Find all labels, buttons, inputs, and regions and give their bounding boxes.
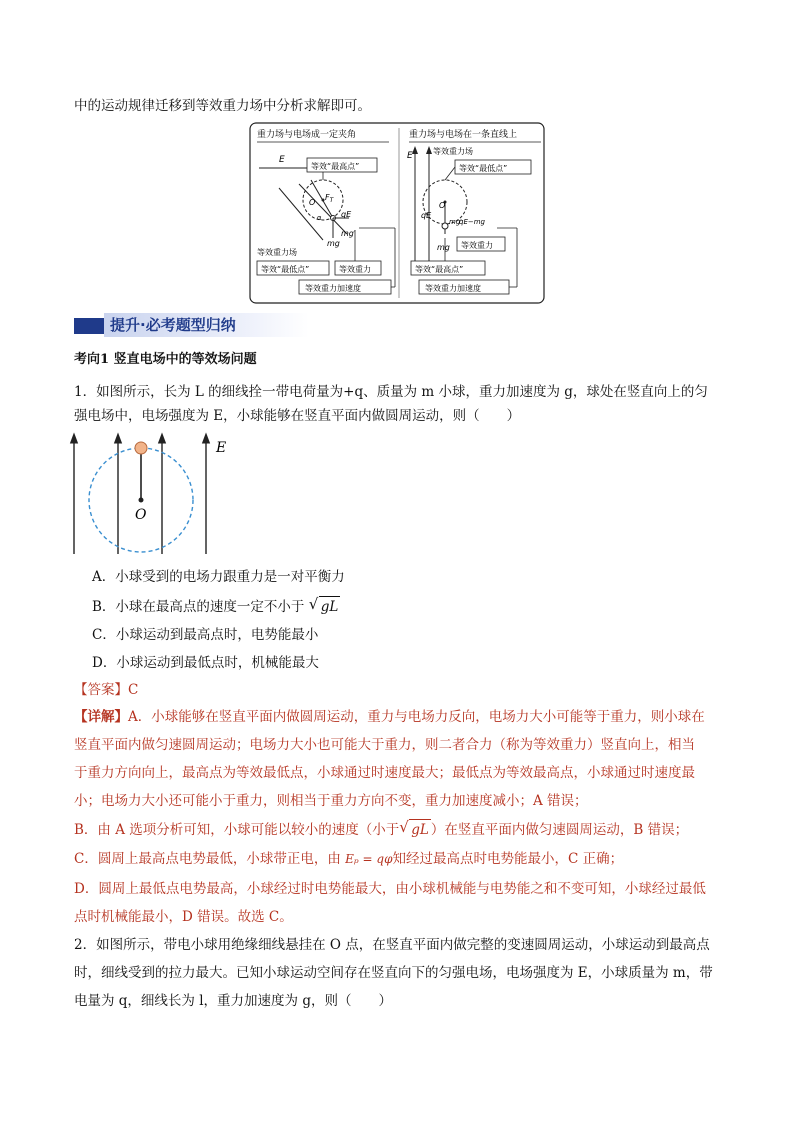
q1-option-b-radicand: gL	[319, 596, 341, 617]
q1-diagram-E: E	[216, 440, 227, 456]
detail-line5	[74, 819, 688, 840]
q1-line1: 1．如图所示，长为 L 的细线拴一带电荷量为+q、质量为 m 小球，重力加速度为 g，球处在竖直向上的匀	[74, 384, 708, 400]
fig-right-O: O	[439, 201, 446, 210]
fig-left-mg: mg	[327, 239, 340, 248]
q1-option-d: D．小球运动到最低点时，机械能最大	[92, 655, 319, 671]
detail-line8: 点时机械能最小，D 错误。故选 C。	[74, 909, 293, 925]
q2-line3: 电量为 q，细线长为 l，重力加速度为 g，则（ ）	[74, 993, 392, 1009]
q1-option-c: C．小球运动到最高点时，电势能最小	[92, 627, 319, 643]
q1-option-a: A．小球受到的电场力跟重力是一对平衡力	[92, 569, 345, 585]
sqrt-gL: √ gL	[308, 595, 339, 615]
answer: 【答案】C	[74, 682, 139, 698]
detail-l5-suffix: ）在竖直平面内做匀速圆周运动，B 错误；	[430, 822, 689, 838]
fig-right-bottom-box: 等效“最高点”	[415, 265, 464, 274]
fig-right-gravity-box: 等效重力	[461, 241, 493, 250]
detail-line4: 小；电场力大小还可能小于重力，则相当于重力方向不变，重力加速度减小；A 错误；	[74, 793, 588, 809]
fig-left-mgprime: mg′	[341, 229, 356, 238]
fig-left-top-box: 等效“最高点”	[311, 162, 360, 171]
detail-line3: 于重力方向向上，最高点为等效最低点，小球通过时速度最大；最低点为等效最高点，小球通过时速度最	[74, 765, 695, 781]
detail-label: 【详解】	[74, 709, 128, 725]
q2-line2: 时，细线受到的拉力最大。已知小球运动空间存在竖直向下的匀强电场，电场强度为 E，小球质量为 m，带	[74, 965, 713, 981]
detail-l1: A．小球能够在竖直平面内做圆周运动，重力与电场力反向，电场力大小可能等于重力，则小球在	[128, 709, 705, 725]
detail-line2: 竖直平面内做匀速圆周运动；电场力大小也可能大于重力，则二者合力（称为等效重力）竖直向上，相当	[74, 737, 695, 753]
fig-alpha: α	[317, 214, 322, 222]
q1-option-b-text: B．小球在最高点的速度一定不小于	[92, 599, 305, 615]
fig-right-mg: mg	[437, 243, 450, 252]
q1-line2: 强电场中，电场强度为 E，小球能够在竖直平面内做圆周运动，则（ ）	[74, 408, 521, 424]
fig-left-accel-box: 等效重力加速度	[305, 284, 361, 293]
detail-l6-suffix: 知经过最高点时电势能最小，C 正确；	[392, 851, 624, 867]
intro-text: 中的运动规律迁移到等效重力场中分析求解即可。	[74, 98, 371, 114]
fig-right-title: 重力场与电场在一条直线上	[409, 130, 518, 140]
fig-left-gravity-box: 等效重力	[339, 265, 371, 274]
detail-l5-radicand: gL	[409, 819, 431, 840]
sqrt-gL-detail: √ gL	[399, 818, 429, 838]
q1-diagram-O: O	[135, 507, 147, 523]
detail-line6	[74, 849, 623, 869]
fig-left-qE: qE	[341, 210, 352, 219]
equivalent-gravity-figure	[249, 122, 545, 304]
fig-right-qE: qE	[421, 211, 432, 220]
fig-right-accel-box: 等效重力加速度	[425, 284, 481, 293]
detail-l6-prefix: C．圆周上最高点电势最低，小球带正电，由	[74, 851, 341, 867]
detail-l6-formula: Eₚ = qφ	[345, 852, 393, 866]
fig-left-title: 重力场与电场成一定夹角	[257, 130, 357, 140]
q1-option-b	[92, 596, 340, 617]
fig-right-qE-mg: qE−mg	[459, 218, 485, 226]
detail-line7: D．圆周上最低点电势最高，小球经过时电势能最大，由小球机械能与电势能之和不变可知，小球经过最低	[74, 881, 706, 897]
fig-FT: F	[325, 193, 330, 202]
fig-right-top-box: 等效“最低点”	[459, 164, 508, 173]
q2-line1: 2．如图所示，带电小球用绝缘细线悬挂在 O 点，在竖直平面内做完整的变速圆周运动，小球运动到最高点	[74, 937, 710, 953]
detail-l5-prefix: B．由 A 选项分析可知，小球可能以较小的速度（小于	[74, 822, 400, 838]
q1-field-diagram	[66, 432, 236, 560]
fig-FT-sub: T	[329, 197, 334, 204]
fig-right-field-label: 等效重力场	[433, 147, 473, 156]
fig-left-O: O	[309, 198, 316, 207]
fig-left-field-label: 等效重力场	[257, 248, 297, 257]
fig-right-mgprime: mg′	[449, 218, 462, 226]
fig-left-E: E	[279, 155, 285, 165]
section-banner: 提升·必考题型归纳	[104, 313, 309, 337]
fig-right-E: E	[407, 151, 413, 161]
detail-line1	[74, 707, 705, 727]
subheading: 考向1 竖直电场中的等效场问题	[74, 352, 257, 367]
fig-left-bottom-box: 等效“最低点”	[261, 265, 310, 274]
banner-accent	[74, 318, 104, 334]
